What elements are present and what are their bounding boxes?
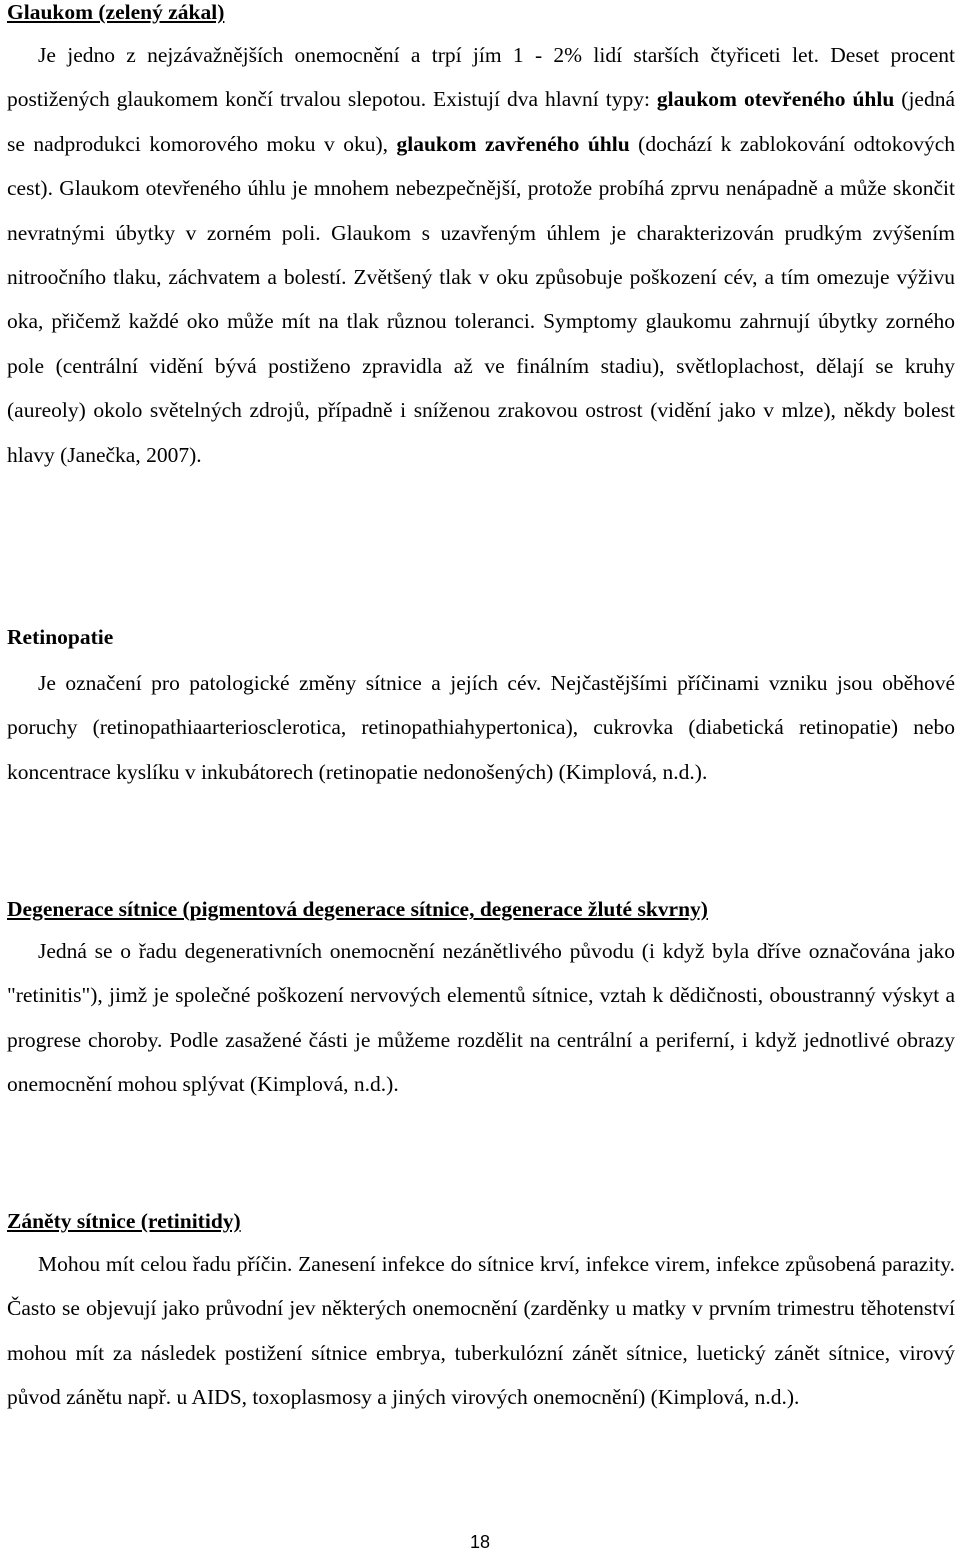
heading-text: Retinopatie	[7, 625, 114, 649]
paragraph-degenerace: Jedná se o řadu degenerativních onemocnění nezánětlivého původu (i když byla dříve označována jako "retinitis"), jimž je společné poškození nervových elementů sítnice, vztah k dědičnosti, oboustranný výskyt a progrese choroby. Podle zasažené části je můžeme rozdělit na centrální a periferní, i když jednotlivé obrazy onemocnění mohou splývat (Kimplová, n.d.).	[7, 939, 955, 1097]
paragraph-text: Je jedno z nejzávažnějších onemocnění a trpí jím 1 - 2% lidí starších čtyřiceti let. Deset procent postižených glaukomem končí trvalou slepotou. Existují dva hlavní typy:	[7, 43, 955, 112]
heading-text: Záněty sítnice (retinitidy)	[7, 1209, 241, 1233]
page-number: 18	[469, 1532, 491, 1552]
paragraph-retinopatie: Je označení pro patologické změny sítnice a jejích cév. Nejčastějšími příčinami vzniku jsou oběhové poruchy (retinopathiaarteriosclerotica, retinopathiahypertonica), cukrovka (diabetická retinopatie) nebo koncentrace kyslíku v inkubátorech (retinopatie nedonošených) (Kimplová, n.d.).	[7, 671, 955, 784]
section-heading	[7, 1208, 241, 1234]
heading-text: Degenerace sítnice (pigmentová degenerace sítnice, degenerace žluté skvrny)	[7, 897, 708, 921]
heading-text: Glaukom (zelený zákal)	[7, 0, 225, 24]
section-heading	[7, 896, 708, 922]
paragraph-glaukom	[7, 33, 955, 477]
term-closed-angle: glaukom zavřeného úhlu	[396, 131, 630, 156]
paragraph-text: (jedná se nadprodukci komorového moku v oku),	[7, 87, 956, 156]
section-heading	[7, 624, 113, 650]
section-heading	[7, 0, 224, 25]
paragraph-text: (dochází k zablokování odtokových cest). Glaukom otevřeného úhlu je mnohem nebezpečnější, protože probíhá zprvu nenápadně a může skončit nevratnými úbytky v zorném poli. Glaukom s uzavřeným úhlem je charakterizován prudkým zvýšením nitroočního tlaku, záchvatem a bolestí. Zvětšený tlak v oku způsobuje poškození cév, a tím omezuje výživu oka, přičemž každé oko může mít na tlak různou toleranci. Symptomy glaukomu zahrnují úbytky zorného pole (centrální vidění bývá postiženo zpravidla až ve finálním stadiu), světloplachost, dělají se kruhy (aureoly) okolo světelných zdrojů, případně i sníženou zrakovou ostrost (vidění jako v mlze), někdy bolest hlavy (Janečka, 2007).	[7, 131, 955, 467]
paragraph-zanety: Mohou mít celou řadu příčin. Zanesení infekce do sítnice krví, infekce virem, infekce způsobená parazity. Často se objevují jako průvodní jev některých onemocnění (zarděnky u matky v prvním trimestru těhotenství mohou mít za následek postižení sítnice embrya, tuberkulózní zánět sítnice, luetický zánět sítnice, virový původ zánětu např. u AIDS, toxoplasmosy a jiných virových onemocnění) (Kimplová, n.d.).	[7, 1252, 955, 1410]
term-open-angle: glaukom otevřeného úhlu	[656, 87, 895, 112]
